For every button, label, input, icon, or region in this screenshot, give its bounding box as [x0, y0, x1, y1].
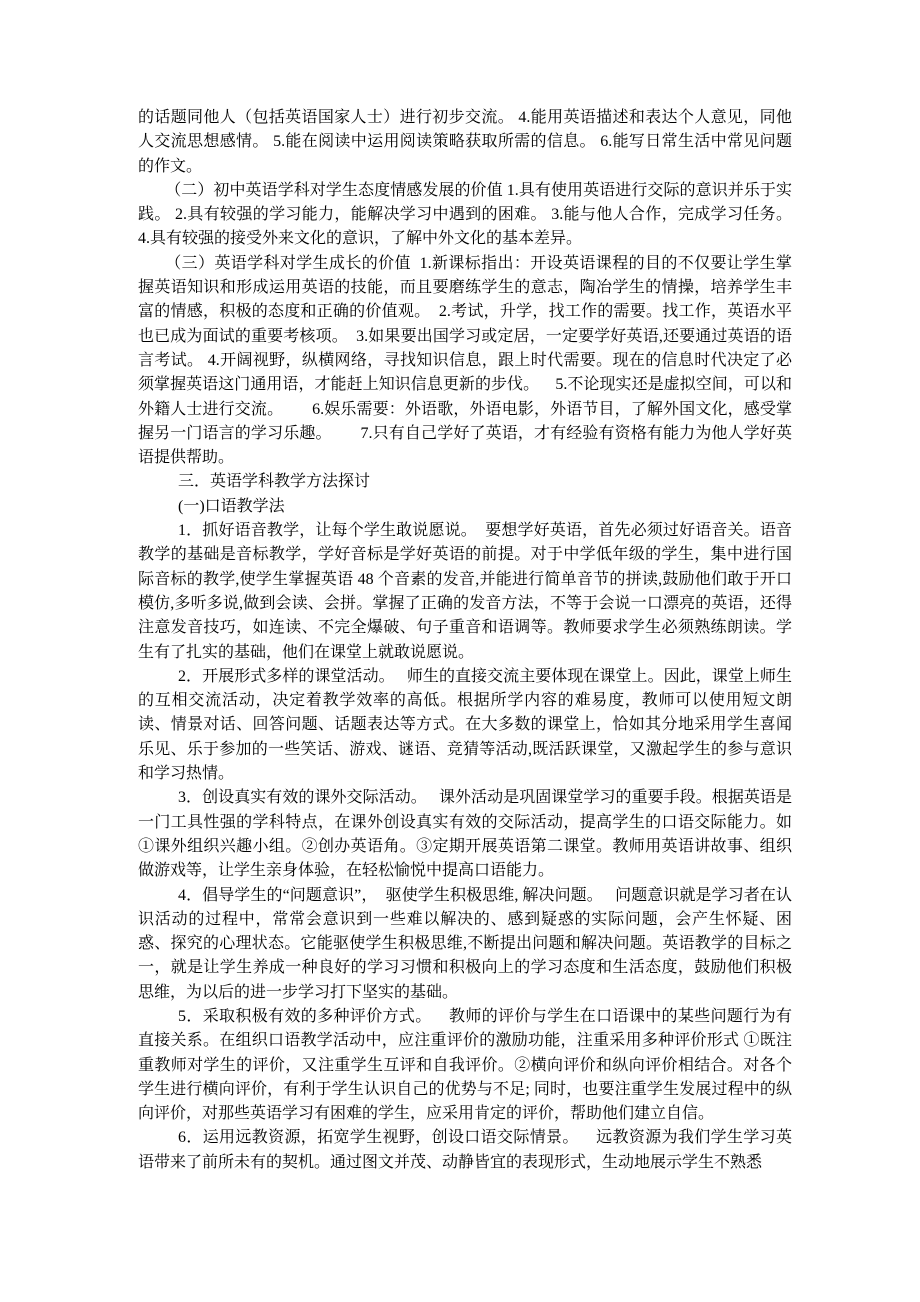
paragraph: 3．创设真实有效的课外交际活动。 课外活动是巩固课堂学习的重要手段。根据英语是一门工具性强的学科特点，在课外创设真实有效的交际活动，提高学生的口语交际能力。如①课外组织兴趣小组。②创办英语角。③定期开展英语第二课堂。教师用英语讲故事、组织做游戏等，让学生亲身体验，在轻松愉悦中提高口语能力。: [138, 789, 792, 880]
paragraph: (一)口语教学法: [178, 497, 285, 515]
paragraph: 三．英语学科教学方法探讨: [178, 473, 371, 491]
paragraph: （二）初中英语学科对学生态度情感发展的价值 1.具有使用英语进行交际的意识并乐于实践。 2.具有较强的学习能力，能解决学习中遇到的困难。 3.能与他人合作，完成学习任务。 4.具有较强的接受外来文化的意识，了解中外文化的基本差异。: [138, 181, 800, 248]
paragraph: 4．倡导学生的“问题意识”， 驱使学生积极思维, 解决问题。 问题意识就是学习者在认识活动的过程中，常常会意识到一些难以解决的、感到疑惑的实际问题，会产生怀疑、困惑、探究的心理状态。它能驱使学生积极思维,不断提出问题和解决问题。英语教学的目标之一，就是让学生养成一种良好的学习习惯和积极向上的学习态度和生活态度，鼓励他们积极思维，为以后的进一步学习打下坚实的基础。: [138, 886, 792, 1001]
paragraph: 5．采取积极有效的多种评价方式。 教师的评价与学生在口语课中的某些问题行为有直接关系。在组织口语教学活动中，应注重评价的激励功能，注重采用多种评价形式 ①既注重教师对学生的评价，又注重学生互评和自我评价。②横向评价和纵向评价相结合。对各个学生进行横向评价，有利于学生认识自己的优势与不足; 同时，也要注重学生发展过程中的纵向评价，对那些英语学习有困难的学生，应采用肯定的评价，帮助他们建立自信。: [138, 1007, 792, 1123]
paragraph: 的话题同他人（包括英语国家人士）进行初步交流。 4.能用英语描述和表达个人意见，同他人交流思想感情。 5.能在阅读中运用阅读策略获取所需的信息。 6.能写日常生活中常见问题的作文。: [138, 109, 792, 175]
paragraph: 2．开展形式多样的课堂活动。 师生的直接交流主要体现在课堂上。因此，课堂上师生的互相交流活动，决定着教学效率的高低。根据所学内容的难易度，教师可以使用短文朗读、情景对话、回答问题、话题表达等方式。在大多数的课堂上，恰如其分地采用学生喜闻乐见、乐于参加的一些笑话、游戏、谜语、竞猜等活动,既活跃课堂，又激起学生的参与意识和学习热情。: [138, 667, 792, 783]
paragraph: 6．运用远教资源，拓宽学生视野，创设口语交际情景。 远教资源为我们学生学习英语带来了前所未有的契机。通过图文并茂、动静皆宜的表现形式，生动地展示学生不熟悉: [138, 1129, 792, 1171]
paragraph: （三）英语学科对学生成长的价值 1.新课标指出：开设英语课程的目的不仅要让学生掌握英语知识和形成运用英语的技能，而且要磨练学生的意志，陶冶学生的情操，培养学生丰富的情感，积极的态度和正确的价值观。 2.考试，升学，找工作的需要。找工作，英语水平也已成为面试的重要考核项。 3.如果要出国学习或定居，一定要学好英语,还要通过英语的语言考试。 4.开阔视野，纵横网络，寻找知识信息，跟上时代需要。现在的信息时代决定了必须掌握英语这门通用语，才能赶上知识信息更新的步伐。 5.不论现实还是虚拟空间，可以和外籍人士进行交流。 6.娱乐需要：外语歌，外语电影，外语节目，了解外国文化，感受掌握另一门语言的学习乐趣。 7.只有自己学好了英语，才有经验有资格有能力为他人学好英语提供帮助。: [138, 254, 792, 467]
paragraph: 1．抓好语音教学，让每个学生敢说愿说。 要想学好英语，首先必须过好语音关。语音教学的基础是音标教学，学好音标是学好英语的前提。对于中学低年级的学生，集中进行国际音标的教学,使学生掌握英语 48 个音素的发音,并能进行简单音节的拼读,鼓励他们敢于开口模仿,多听多说,做到会读、会拼。掌握了正确的发音方法，不等于会说一口漂亮的英语，还得注意发音技巧，如连读、不完全爆破、句子重音和语调等。教师要求学生必须熟练朗读。学生有了扎实的基础，他们在课堂上就敢说愿说。: [138, 522, 792, 661]
